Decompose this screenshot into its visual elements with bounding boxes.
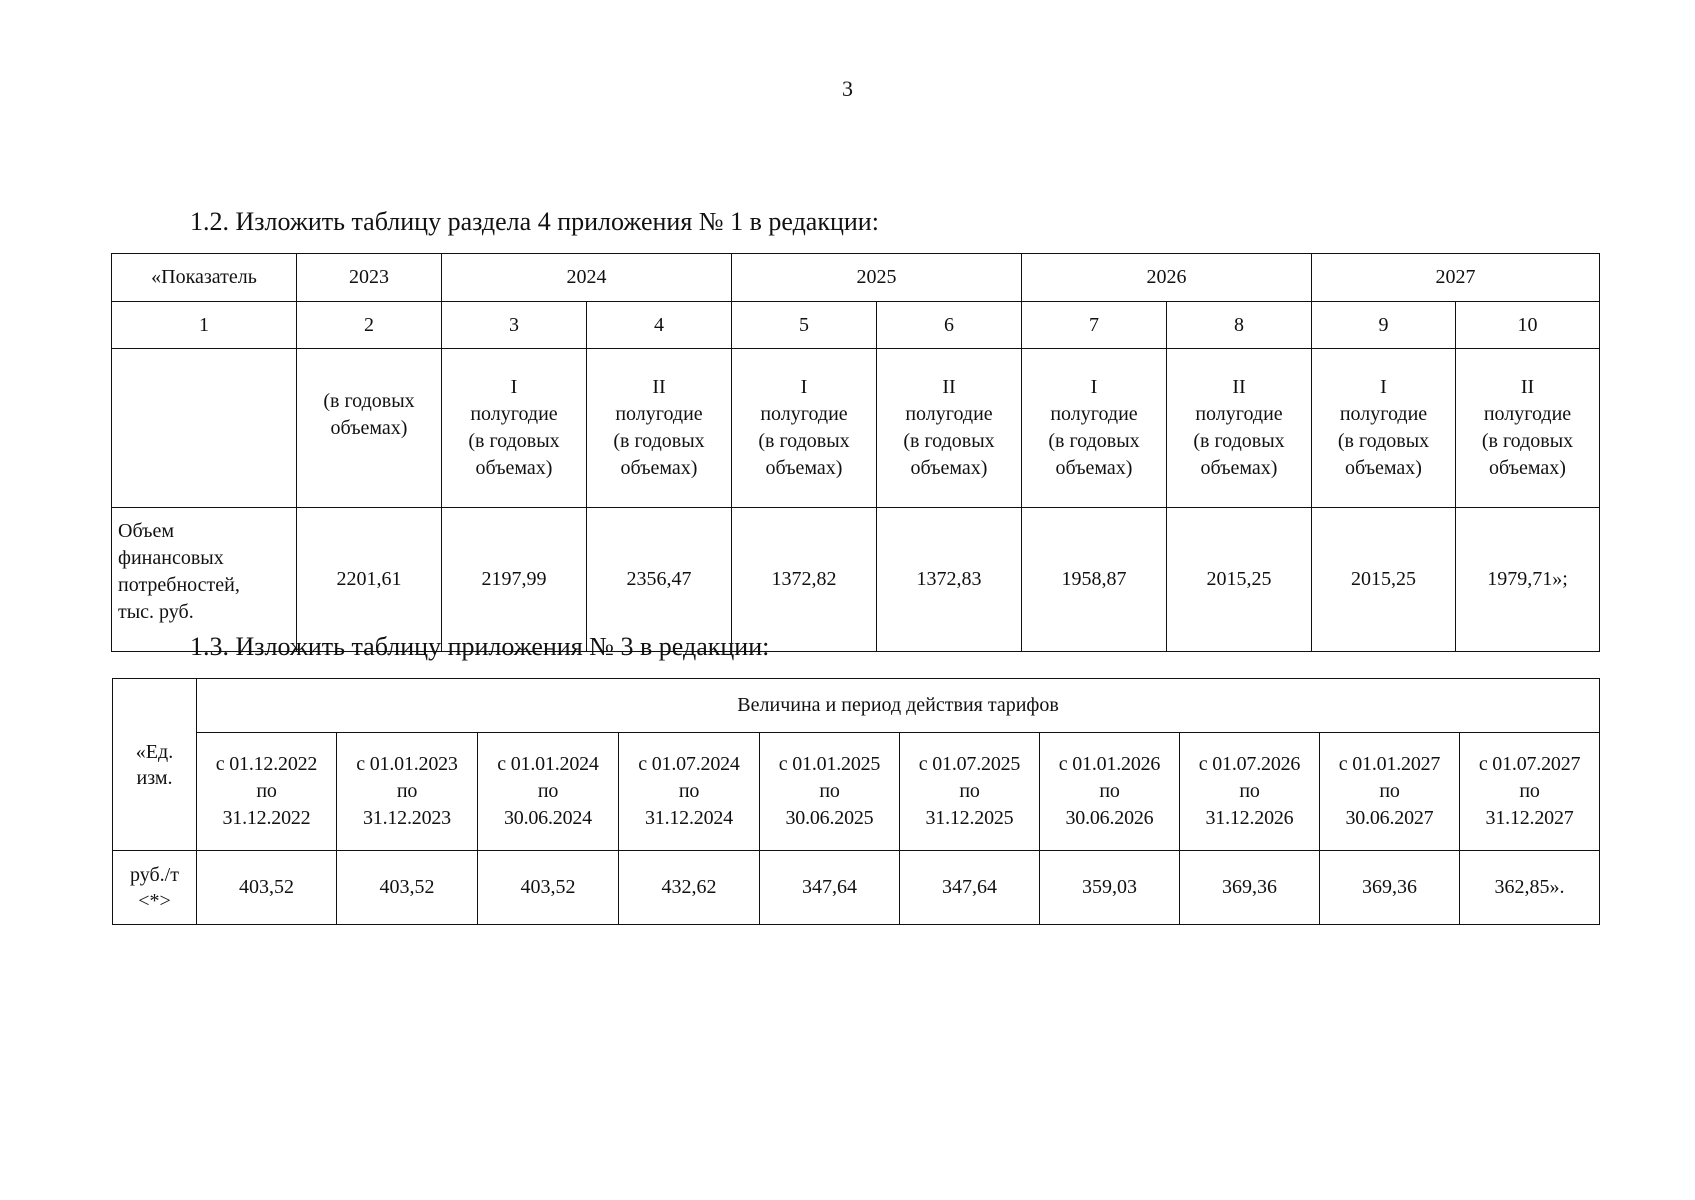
year-cell: 2026 <box>1022 254 1312 302</box>
period-note-row <box>112 349 1600 508</box>
period-cell: с 01.12.2022 по 31.12.2022 <box>197 733 337 851</box>
tariff-value: 403,52 <box>197 851 337 925</box>
period-note: I полугодие (в годовых объемах) <box>1312 349 1456 508</box>
period-cell: с 01.01.2024 по 30.06.2024 <box>478 733 619 851</box>
value-cell: 2197,99 <box>442 508 587 652</box>
paragraph-1-2: 1.2. Изложить таблицу раздела 4 приложения № 1 в редакции: <box>190 207 879 236</box>
period-cell: с 01.01.2027 по 30.06.2027 <box>1320 733 1460 851</box>
tariff-value: 362,85». <box>1460 851 1600 925</box>
period-note: II полугодие (в годовых объемах) <box>1456 349 1600 508</box>
column-number: 10 <box>1456 302 1600 349</box>
period-cell: с 01.01.2025 по 30.06.2025 <box>760 733 900 851</box>
period-note: II полугодие (в годовых объемах) <box>1167 349 1312 508</box>
tariff-value: 403,52 <box>478 851 619 925</box>
period-note: I полугодие (в годовых объемах) <box>732 349 877 508</box>
tariff-value: 369,36 <box>1320 851 1460 925</box>
tariff-value: 347,64 <box>760 851 900 925</box>
empty-cell <box>112 349 297 508</box>
column-number: 6 <box>877 302 1022 349</box>
tariff-group-header-row <box>113 679 1600 733</box>
tariff-value: 347,64 <box>900 851 1040 925</box>
period-cell: с 01.01.2023 по 31.12.2023 <box>337 733 478 851</box>
tariff-value: 432,62 <box>619 851 760 925</box>
column-number-row <box>112 302 1600 349</box>
unit-cell: руб./т <*> <box>113 851 197 925</box>
period-note: (в годовых объемах) <box>297 349 442 508</box>
period-row <box>113 733 1600 851</box>
column-number: 9 <box>1312 302 1456 349</box>
year-cell: 2025 <box>732 254 1022 302</box>
column-number: 1 <box>112 302 297 349</box>
paragraph-1-3: 1.3. Изложить таблицу приложения № 3 в редакции: <box>190 632 770 661</box>
value-cell: 1372,83 <box>877 508 1022 652</box>
page-number: 3 <box>842 76 853 101</box>
period-note: II полугодие (в годовых объемах) <box>587 349 732 508</box>
row-label: Объем финансовых потребностей, тыс. руб. <box>112 508 297 652</box>
unit-header: «Ед. изм. <box>113 679 197 851</box>
tariff-value: 359,03 <box>1040 851 1180 925</box>
period-cell: с 01.07.2027 по 31.12.2027 <box>1460 733 1600 851</box>
period-note: I полугодие (в годовых объемах) <box>1022 349 1167 508</box>
value-cell: 2201,61 <box>297 508 442 652</box>
tariff-value: 403,52 <box>337 851 478 925</box>
year-header-row <box>112 254 1600 302</box>
column-number: 3 <box>442 302 587 349</box>
year-cell: 2024 <box>442 254 732 302</box>
column-number: 5 <box>732 302 877 349</box>
indicator-header: «Показатель <box>112 254 297 302</box>
period-note: II полугодие (в годовых объемах) <box>877 349 1022 508</box>
tariff-group-header: Величина и период действия тарифов <box>197 679 1600 733</box>
tariff-value-row <box>113 851 1600 925</box>
year-cell: 2027 <box>1312 254 1600 302</box>
financing-row <box>112 508 1600 652</box>
period-cell: с 01.07.2024 по 31.12.2024 <box>619 733 760 851</box>
period-cell: с 01.07.2025 по 31.12.2025 <box>900 733 1040 851</box>
financing-table <box>111 253 1600 652</box>
period-cell: с 01.01.2026 по 30.06.2026 <box>1040 733 1180 851</box>
column-number: 8 <box>1167 302 1312 349</box>
column-number: 2 <box>297 302 442 349</box>
value-cell: 1958,87 <box>1022 508 1167 652</box>
value-cell: 2356,47 <box>587 508 732 652</box>
tariff-value: 369,36 <box>1180 851 1320 925</box>
tariff-table <box>112 678 1600 925</box>
column-number: 7 <box>1022 302 1167 349</box>
value-cell: 2015,25 <box>1312 508 1456 652</box>
column-number: 4 <box>587 302 732 349</box>
period-note: I полугодие (в годовых объемах) <box>442 349 587 508</box>
value-cell: 1372,82 <box>732 508 877 652</box>
period-cell: с 01.07.2026 по 31.12.2026 <box>1180 733 1320 851</box>
value-cell: 2015,25 <box>1167 508 1312 652</box>
value-cell: 1979,71»; <box>1456 508 1600 652</box>
year-cell: 2023 <box>297 254 442 302</box>
